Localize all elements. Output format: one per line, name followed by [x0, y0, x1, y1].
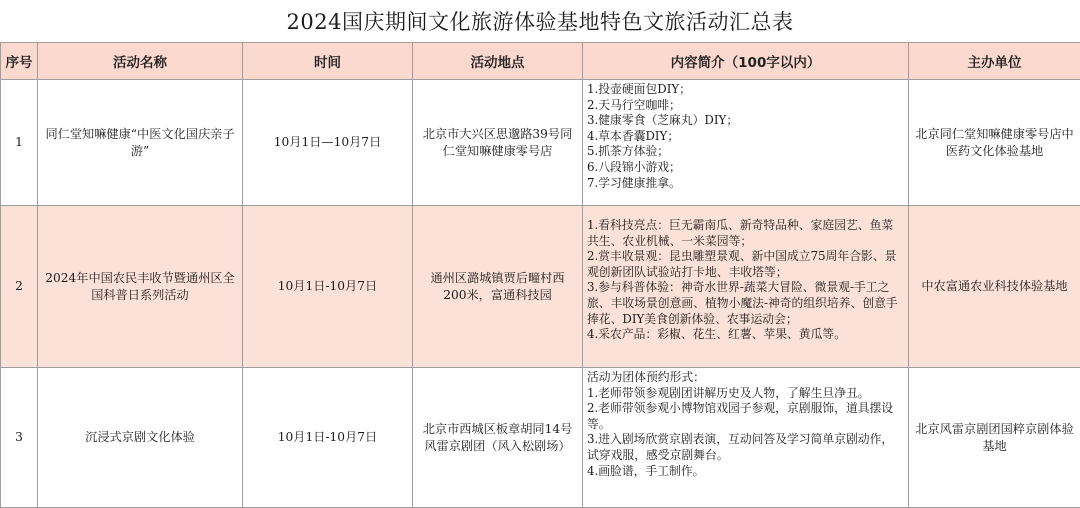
table-row: [1, 206, 1080, 368]
header-no: 序号: [1, 43, 38, 80]
cell-name[interactable]: 沉浸式京剧文化体验: [38, 368, 243, 508]
cell-place[interactable]: 通州区潞城镇贾后疃村西200米，富通科技园: [413, 206, 583, 368]
desc-line: 活动为团体预约形式：: [587, 370, 904, 386]
header-time: 时间: [243, 43, 413, 80]
activity-table: [0, 42, 1080, 508]
desc-line: 3.进入剧场欣赏京剧表演，互动问答及学习简单京剧动作，试穿戏服，感受京剧舞台。: [587, 432, 904, 463]
header-org: 主办单位: [909, 43, 1080, 80]
cell-no[interactable]: 3: [1, 368, 38, 508]
desc-line: 7.学习健康推拿。: [587, 176, 904, 192]
desc-line: 1.看科技亮点：巨无霸南瓜、新奇特品种、家庭园艺、鱼菜共生、农业机械、一米菜园等；: [587, 218, 904, 249]
table-row: [1, 368, 1080, 508]
table-row: [1, 80, 1080, 206]
header-name: 活动名称: [38, 43, 243, 80]
cell-desc[interactable]: [583, 206, 909, 368]
desc-line: 4.草本香囊DIY；: [587, 129, 904, 145]
desc-line: 3.参与科普体验：神奇水世界-蔬菜大冒险、微景观-手工之旅、丰收场景创意画、植物小魔法-神奇的组织培养、创意手捧花、DIY美食创新体验、农事运动会；: [587, 280, 904, 327]
desc-line: 1.老师带领参观剧团讲解历史及人物，了解生旦净丑。: [587, 386, 904, 402]
cell-place[interactable]: 北京市大兴区思邈路39号同仁堂知嘛健康零号店: [413, 80, 583, 206]
cell-name[interactable]: 2024年中国农民丰收节暨通州区全国科普日系列活动: [38, 206, 243, 368]
cell-no[interactable]: 1: [1, 80, 38, 206]
desc-line: 2.赏丰收景观：昆虫雕塑景观、新中国成立75周年合影、景观创新团队试验站打卡地、丰收塔等；: [587, 249, 904, 280]
cell-desc[interactable]: [583, 368, 909, 508]
desc-line: 3.健康零食（芝麻丸）DIY；: [587, 113, 904, 129]
cell-org[interactable]: 北京同仁堂知嘛健康零号店中医药文化体验基地: [909, 80, 1080, 206]
cell-time[interactable]: 10月1日-10月7日: [243, 206, 413, 368]
desc-line: 5.抓茶方体验；: [587, 144, 904, 160]
desc-line: 2.天马行空咖啡；: [587, 98, 904, 114]
header-desc: 内容简介（100字以内）: [583, 43, 909, 80]
desc-line: 2.老师带领参观小博物馆戏园子参观，京剧服饰，道具摆设等。: [587, 401, 904, 432]
desc-line: 6.八段锦小游戏；: [587, 160, 904, 176]
cell-time[interactable]: 10月1日-10月7日: [243, 368, 413, 508]
cell-org[interactable]: 中农富通农业科技体验基地: [909, 206, 1080, 368]
sheet-title: 2024国庆期间文化旅游体验基地特色文旅活动汇总表: [0, 0, 1080, 43]
cell-name[interactable]: 同仁堂知嘛健康“中医文化国庆亲子游”: [38, 80, 243, 206]
header-row: [1, 43, 1080, 80]
cell-desc[interactable]: [583, 80, 909, 206]
cell-place[interactable]: 北京市西城区板章胡同14号风雷京剧团（风入松剧场）: [413, 368, 583, 508]
desc-line: 4.画脸谱，手工制作。: [587, 464, 904, 480]
cell-org[interactable]: 北京风雷京剧团国粹京剧体验基地: [909, 368, 1080, 508]
desc-line: 4.采农产品：彩椒、花生、红薯、苹果、黄瓜等。: [587, 327, 904, 343]
desc-line: 1.投壶硬面包DIY；: [587, 82, 904, 98]
cell-no[interactable]: 2: [1, 206, 38, 368]
header-place: 活动地点: [413, 43, 583, 80]
cell-time[interactable]: 10月1日—10月7日: [243, 80, 413, 206]
